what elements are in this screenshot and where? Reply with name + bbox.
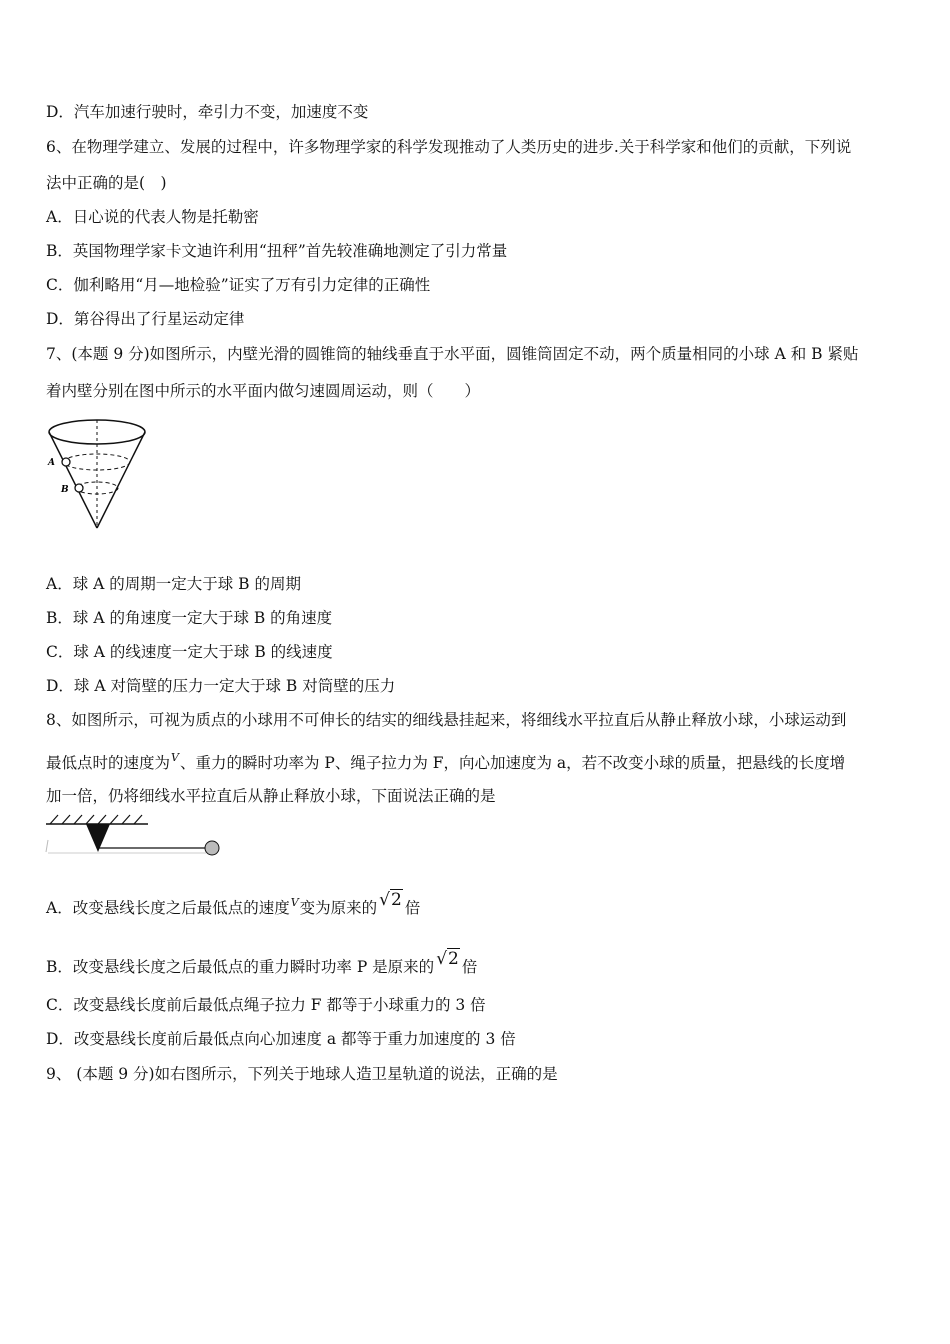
q7-stem-line2: 着内壁分别在图中所示的水平面内做匀速圆周运动，则（ ） xyxy=(46,382,481,400)
pendulum-figure xyxy=(44,812,228,860)
q8-option-a xyxy=(46,890,420,918)
sqrt-two: √2 xyxy=(436,949,459,969)
q8-stem-line2-part1: 最低点时的速度为 xyxy=(46,754,171,772)
q8-stem-line2-part2: 、重力的瞬时功率为 P、绳子拉力为 F，向心加速度为 a，若不改变小球的质量，把悬线的长度增 xyxy=(179,754,846,772)
cone-right-wall xyxy=(97,432,145,528)
velocity-symbol: V xyxy=(171,751,179,764)
q8-option-a-part1: A．改变悬线长度之后最低点的速度 xyxy=(46,899,290,917)
q9-stem: 9、 (本题 9 分)如右图所示，下列关于地球人造卫星轨道的说法，正确的是 xyxy=(46,1065,558,1083)
ball-b xyxy=(75,484,83,492)
ceiling-hatch xyxy=(50,815,142,824)
q6-option-a: A．日心说的代表人物是托勒密 xyxy=(46,208,259,226)
sqrt-two: √2 xyxy=(379,890,402,910)
q8-option-b-part1: B．改变悬线长度之后最低点的重力瞬时功率 P 是原来的 xyxy=(46,958,435,976)
q6-stem-line1: 6、在物理学建立、发展的过程中，许多物理学家的科学发现推动了人类历史的进步.关于科学家和他们的贡献，下列说 xyxy=(46,138,852,156)
label-b: B xyxy=(61,485,69,495)
q7-option-c: C．球 A 的线速度一定大于球 B 的线速度 xyxy=(46,643,333,661)
q7-option-d: D．球 A 对筒壁的压力一定大于球 B 对筒壁的压力 xyxy=(46,677,396,695)
velocity-symbol: V xyxy=(290,896,299,909)
q6-option-d: D．第谷得出了行星运动定律 xyxy=(46,310,245,328)
wall-shadow xyxy=(46,840,48,852)
ball-a xyxy=(62,458,70,466)
q8-stem-line2 xyxy=(46,748,845,773)
pendulum-ball xyxy=(205,841,219,855)
q7-option-b: B．球 A 的角速度一定大于球 B 的角速度 xyxy=(46,609,333,627)
q6-option-c: C．伽利略用“月—地检验”证实了万有引力定律的正确性 xyxy=(46,276,431,294)
cone-figure xyxy=(44,414,152,534)
q8-option-a-part3: 倍 xyxy=(404,899,421,917)
q8-option-a-part2: 变为原来的 xyxy=(299,899,378,917)
cone-left-wall xyxy=(49,432,97,528)
q8-stem-line3: 加一倍，仍将细线水平拉直后从静止释放小球，下面说法正确的是 xyxy=(46,787,496,805)
q8-stem-line1: 8、如图所示，可视为质点的小球用不可伸长的结实的细线悬挂起来，将细线水平拉直后从静止释放小球，小球运动到 xyxy=(46,711,847,729)
q8-option-d: D．改变悬线长度前后最低点向心加速度 a 都等于重力加速度的 3 倍 xyxy=(46,1030,516,1048)
q8-option-b-part2: 倍 xyxy=(461,958,478,976)
label-a: A xyxy=(48,458,55,468)
q8-option-b xyxy=(46,949,477,977)
q6-option-b: B．英国物理学家卡文迪许利用“扭秤”首先较准确地测定了引力常量 xyxy=(46,242,508,260)
q8-option-c: C．改变悬线长度前后最低点绳子拉力 F 都等于小球重力的 3 倍 xyxy=(46,996,486,1014)
q6-stem-line2: 法中正确的是( ) xyxy=(46,174,167,192)
q7-option-a: A．球 A 的周期一定大于球 B 的周期 xyxy=(46,575,301,593)
q7-stem-line1: 7、(本题 9 分)如图所示，内壁光滑的圆锥筒的轴线垂直于水平面，圆锥筒固定不动，两个质量相同的小球 A 和 B 紧贴 xyxy=(46,345,859,363)
q5-option-d: D．汽车加速行驶时，牵引力不变，加速度不变 xyxy=(46,103,369,121)
